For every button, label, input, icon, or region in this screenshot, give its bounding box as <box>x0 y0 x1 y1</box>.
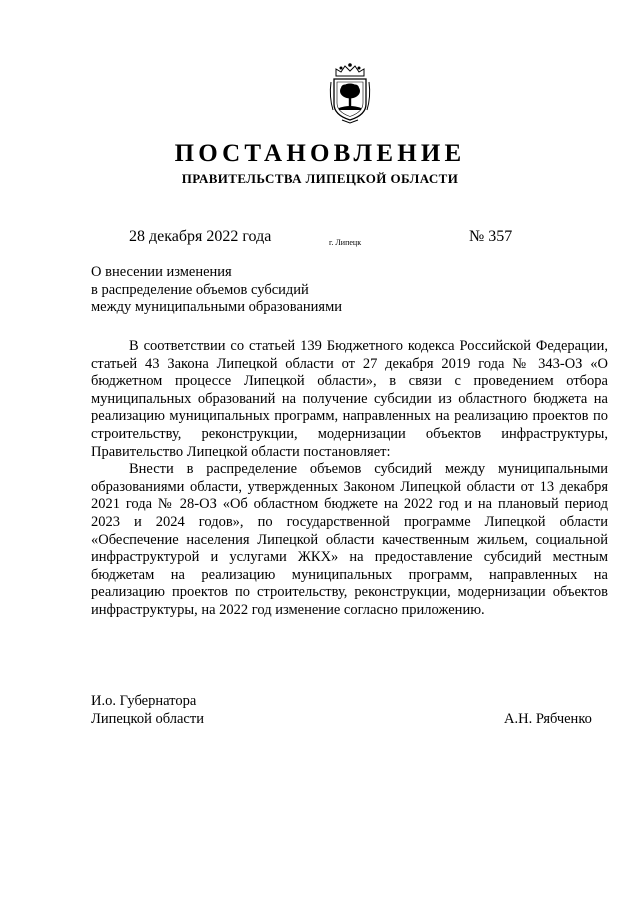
signatory-name: А.Н. Рябченко <box>504 711 592 727</box>
signatory-position-line: Липецкой области <box>91 710 204 727</box>
subject-line: в распределение объемов субсидий <box>91 281 309 298</box>
issuing-authority: ПРАВИТЕЛЬСТВА ЛИПЕЦКОЙ ОБЛАСТИ <box>181 171 459 186</box>
signatory-position-line: И.о. Губернатора <box>91 693 197 709</box>
document-subject <box>91 264 391 317</box>
body-paragraph: Внести в распределение объемов субсидий между муниципальными образованиями области, утвержденных Законом Липецкой области от 13 декабря 2021 года № 28-ОЗ «Об областном бюджете на 2022 год и на плановый период 2023 и 2024 годов», по государственной программе Липецкой области «Обеспечение населения Липецкой области качественным жильем, социальной инфраструктурой и услугами ЖКХ» на предоставление субсидий местным бюджетам на реализацию муниципальных программ, направленных на реализацию проектов по строительству, реконструкции, модернизации объектов инфраструктуры, на 2022 год изменение согласно приложению. <box>91 461 608 618</box>
document-number: № 357 <box>469 228 513 245</box>
lipetsk-coat-of-arms-icon <box>328 62 372 124</box>
document-title: ПОСТАНОВЛЕНИЕ <box>174 140 466 167</box>
document-date: 28 декабря 2022 года <box>129 228 272 245</box>
signatory-position <box>91 693 204 728</box>
subject-line: О внесении изменения <box>91 264 232 280</box>
document-body <box>91 338 608 620</box>
subject-line: между муниципальными образованиями <box>91 299 343 316</box>
document-city: г. Липецк <box>329 238 362 247</box>
body-paragraph: В соответствии со статьей 139 Бюджетного кодекса Российской Федерации, статьей 43 Закона Липецкой области от 27 декабря 2019 года № 343-ОЗ «О бюджетном процессе Липецкой области», в связи с проведением отбора муниципальных образований на получение субсидии из областного бюджета на реализацию муниципальных программ, направленных на реализацию проектов по строительству, реконструкции, модернизации объектов инфраструктуры, Правительство Липецкой области постановляет: <box>91 338 608 460</box>
